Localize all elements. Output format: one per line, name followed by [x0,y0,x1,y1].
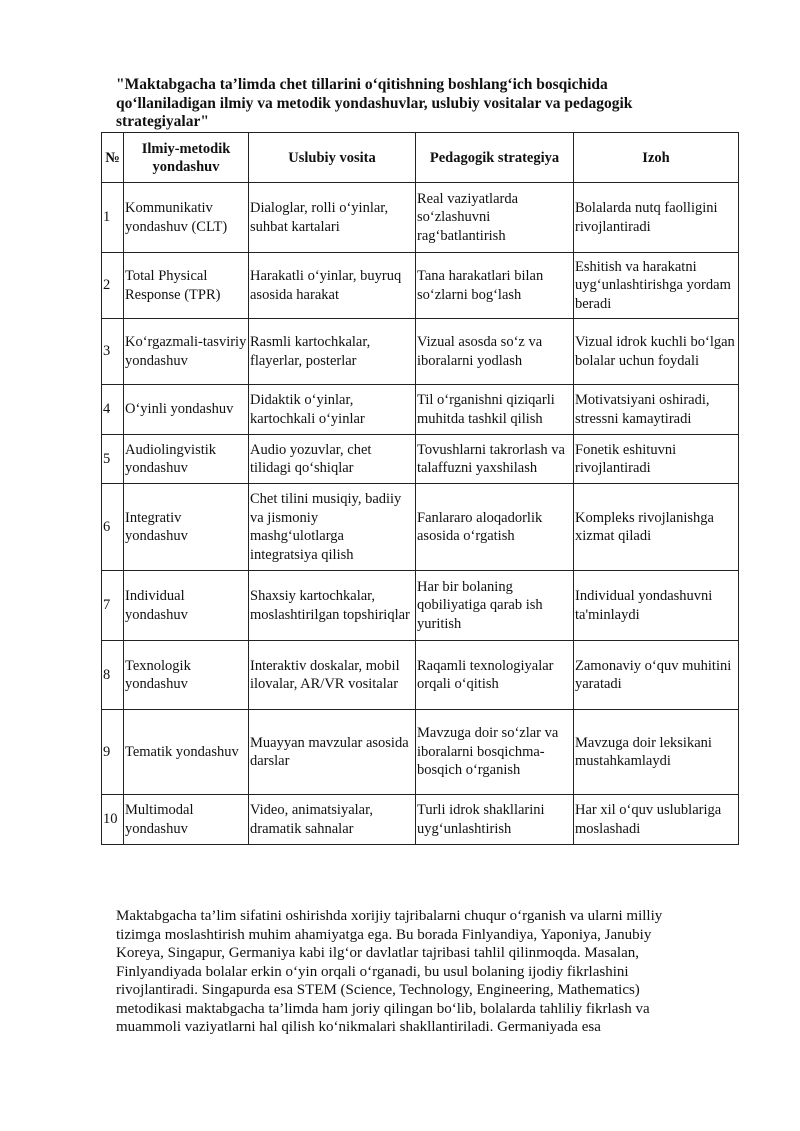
tool-cell: Interaktiv doskalar, mobil ilovalar, AR/VR vositalar [249,641,416,710]
table-row [102,571,739,641]
row-number: 3 [102,319,124,385]
strategy-cell: Tovushlarni takrorlash va talaffuzni yaxshilash [416,435,574,484]
approaches-table [101,132,739,845]
row-number: 6 [102,484,124,571]
note-cell: Fonetik eshituvni rivojlantiradi [574,435,739,484]
row-number: 7 [102,571,124,641]
note-cell: Vizual idrok kuchli bo‘lgan bolalar uchun foydali [574,319,739,385]
row-number: 9 [102,710,124,795]
strategy-cell: Fanlararo aloqadorlik asosida o‘rgatish [416,484,574,571]
note-cell: Eshitish va harakatni uyg‘unlashtirishga yordam beradi [574,253,739,319]
approach-cell: Ko‘rgazmali-tasviriy yondashuv [124,319,249,385]
approach-cell: Multimodal yondashuv [124,795,249,845]
strategy-cell: Raqamli texnologiyalar orqali o‘qitish [416,641,574,710]
strategy-cell: Real vaziyatlarda so‘zlashuvni rag‘batlantirish [416,183,574,253]
title-line: strategiyalar" [116,113,209,130]
approach-cell: Texnologik yondashuv [124,641,249,710]
paragraph-line: rivojlantiradi. Singapurda esa STEM (Science, Technology, Engineering, Mathematics) [116,982,640,998]
table-row [102,385,739,435]
header-strategy: Pedagogik strategiya [416,133,574,183]
strategy-cell: Til o‘rganishni qiziqarli muhitda tashkil qilish [416,385,574,435]
header-tool: Uslubiy vosita [249,133,416,183]
paragraph-line: Koreya, Singapur, Germaniya kabi ilg‘or davlatlar tajribasi tahlil qilinmoqda. Masalan, [116,945,640,961]
table-row [102,710,739,795]
row-number: 2 [102,253,124,319]
tool-cell: Harakatli o‘yinlar, buyruq asosida harakat [249,253,416,319]
approach-cell: Tematik yondashuv [124,710,249,795]
approach-cell: Integrativ yondashuv [124,484,249,571]
paragraph-line: tizimga moslashtirish muhim ahamiyatga ega. Bu borada Finlyandiya, Yaponiya, Janubiy [116,926,652,943]
header-note: Izoh [574,133,739,183]
title-line: qo‘llaniladigan ilmiy va metodik yondashuvlar, uslubiy vositalar va pedagogik [116,94,633,112]
approach-cell: Kommunikativ yondashuv (CLT) [124,183,249,253]
row-number: 8 [102,641,124,710]
row-number: 1 [102,183,124,253]
note-cell: Bolalarda nutq faolligini rivojlantiradi [574,183,739,253]
document-title [116,76,696,132]
table-row [102,319,739,385]
approach-cell: Individual yondashuv [124,571,249,641]
note-cell: Kompleks rivojlanishga xizmat qiladi [574,484,739,571]
tool-cell: Dialoglar, rolli o‘yinlar, suhbat kartalari [249,183,416,253]
strategy-cell: Turli idrok shakllarini uyg‘unlashtirish [416,795,574,845]
row-number: 5 [102,435,124,484]
row-number: 10 [102,795,124,845]
table-header-row [102,133,739,183]
tool-cell: Didaktik o‘yinlar, kartochkali o‘yinlar [249,385,416,435]
strategy-cell: Vizual asosda so‘z va iboralarni yodlash [416,319,574,385]
paragraph-line: Finlyandiyada bolalar erkin o‘yin orqali o‘rganadi, bu usul bolaning ijodiy fikrlashini [116,963,629,980]
tool-cell: Rasmli kartochkalar, flayerlar, posterlar [249,319,416,385]
note-cell: Individual yondashuvni ta'minlaydi [574,571,739,641]
note-cell: Zamonaviy o‘quv muhitini yaratadi [574,641,739,710]
header-approach: Ilmiy-metodik yondashuv [124,133,249,183]
table-row [102,641,739,710]
note-cell: Har xil o‘quv uslublariga moslashadi [574,795,739,845]
approach-cell: Total Physical Response (TPR) [124,253,249,319]
paragraph-line: Maktabgacha ta’lim sifatini oshirishda xorijiy tajribalarni chuqur o‘rganish va ularni milliy [116,908,663,924]
title-line: "Maktabgacha ta’limda chet tillarini o‘qitishning boshlang‘ich bosqichida [116,76,608,93]
paragraph-line: metodikasi maktabgacha ta’limda ham joriy qilingan bo‘lib, bolalarda tahliliy fikrlash va [116,1000,650,1017]
approach-cell: Audiolingvistik yondashuv [124,435,249,484]
strategy-cell: Har bir bolaning qobiliyatiga qarab ish yuritish [416,571,574,641]
table-row [102,795,739,845]
table-row [102,253,739,319]
tool-cell: Audio yozuvlar, chet tilidagi qo‘shiqlar [249,435,416,484]
tool-cell: Muayyan mavzular asosida darslar [249,710,416,795]
note-cell: Motivatsiyani oshiradi, stressni kamaytiradi [574,385,739,435]
strategy-cell: Tana harakatlari bilan so‘zlarni bog‘lash [416,253,574,319]
header-number: № [102,133,124,183]
row-number: 4 [102,385,124,435]
tool-cell: Chet tilini musiqiy, badiiy va jismoniy mashg‘ulotlarga integratsiya qilish [249,484,416,571]
body-paragraph [116,907,706,1037]
note-cell: Mavzuga doir leksikani mustahkamlaydi [574,710,739,795]
tool-cell: Shaxsiy kartochkalar, moslashtirilgan topshiriqlar [249,571,416,641]
table-row [102,484,739,571]
approach-cell: O‘yinli yondashuv [124,385,249,435]
tool-cell: Video, animatsiyalar, dramatik sahnalar [249,795,416,845]
paragraph-line: muammoli vaziyatlarni hal qilish ko‘nikmalari shakllantiriladi. Germaniyada esa [116,1019,601,1035]
strategy-cell: Mavzuga doir so‘zlar va iboralarni bosqichma-bosqich o‘rganish [416,710,574,795]
table-row [102,435,739,484]
table-row [102,183,739,253]
